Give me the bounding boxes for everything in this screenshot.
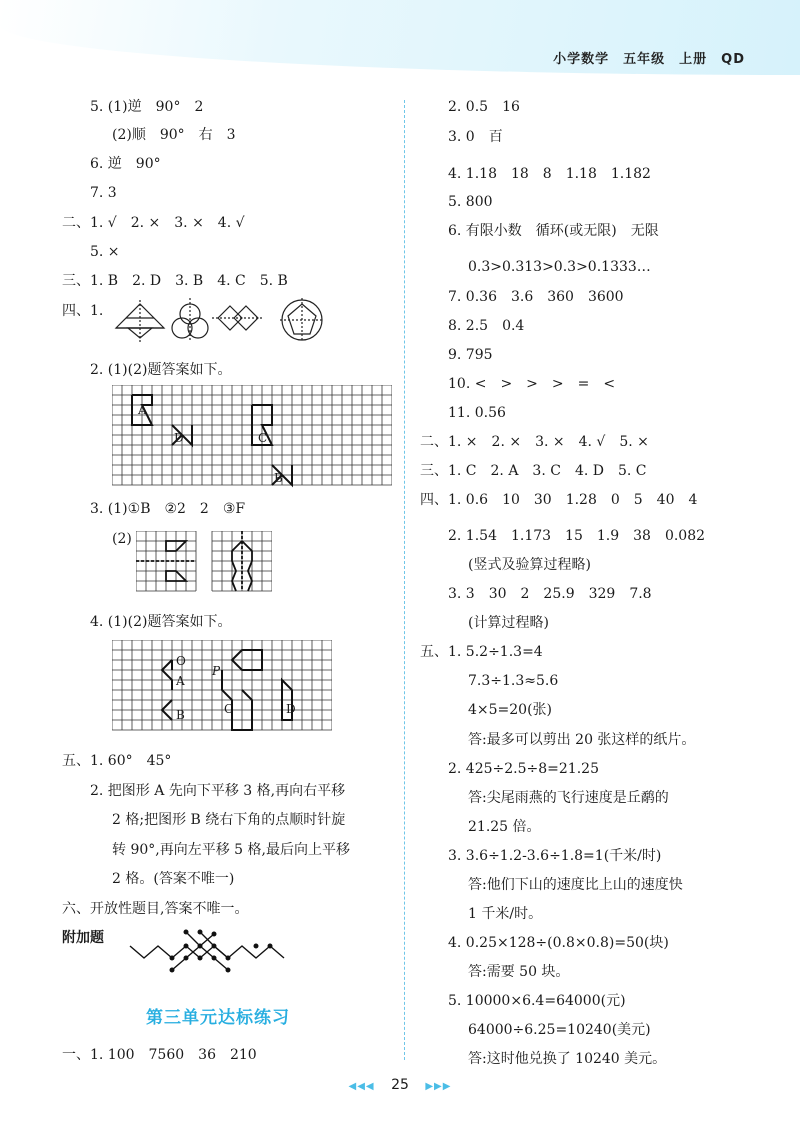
- answer-line: 答:他们下山的速度比上山的速度快: [468, 877, 683, 893]
- answer-line: 7. 3: [90, 185, 117, 201]
- answer-line: 答:需要 50 块。: [468, 964, 570, 980]
- answer-line: (2)顺 90° 右 3: [112, 127, 236, 143]
- bonus-label: 附加题: [62, 930, 104, 946]
- grid-label: B: [274, 471, 283, 485]
- answer-line: 四、1.: [62, 303, 104, 319]
- section-title: 第三单元达标练习: [146, 1008, 290, 1028]
- answer-line: 2 格;把图形 B 绕右下角的点顺时针旋: [112, 812, 346, 828]
- grid-label: A: [176, 674, 185, 688]
- answer-line: 4. 0.25×128÷(0.8×0.8)=50(块): [448, 935, 669, 951]
- answer-line: (竖式及验算过程略): [468, 557, 591, 573]
- grid-label: O: [176, 654, 186, 668]
- answer-line: 8. 2.5 0.4: [448, 318, 525, 334]
- answer-line: 7.3÷1.3≈5.6: [468, 673, 559, 689]
- answer-line: (计算过程略): [468, 615, 549, 631]
- answer-line: 4. 1.18 18 8 1.18 1.182: [448, 166, 651, 182]
- grid-label: D: [174, 431, 184, 445]
- answer-line: 5. ×: [90, 244, 120, 260]
- prev-arrows-icon: ◀◀◀: [348, 1081, 375, 1092]
- answer-line: 3. 3 30 2 25.9 329 7.8: [448, 586, 652, 602]
- answer-line: 二、1. × 2. × 3. × 4. √ 5. ×: [420, 434, 649, 450]
- page-header: [0, 0, 800, 75]
- zigzag-figure: [126, 926, 296, 978]
- next-arrows-icon: ▶▶▶: [425, 1081, 452, 1092]
- page-number: 25: [391, 1077, 409, 1093]
- answer-line: 答:尖尾雨燕的飞行速度是丘鹬的: [468, 790, 669, 806]
- grid-label: P: [212, 664, 221, 678]
- page-footer: [0, 1077, 800, 1093]
- answer-line: 二、1. √ 2. × 3. × 4. √: [62, 215, 245, 231]
- answer-line: 7. 0.36 3.6 360 3600: [448, 289, 624, 305]
- grid-label: D: [286, 702, 296, 716]
- answer-line: 2. 425÷2.5÷8=21.25: [448, 761, 599, 777]
- answer-line: 四、1. 0.6 10 30 1.28 0 5 40 4: [420, 492, 698, 508]
- answer-line: 2. 把图形 A 先向下平移 3 格,再向右平移: [90, 783, 346, 799]
- grid-figure-2: [136, 531, 272, 597]
- answer-line: 2. 0.5 16: [448, 99, 520, 115]
- answer-line: 6. 有限小数 循环(或无限) 无限: [448, 223, 659, 239]
- header-title: 小学数学 五年级 上册 QD: [553, 52, 745, 67]
- grid-label: C: [224, 702, 234, 716]
- answer-line: 0.3>0.313>0.3>0.1333…: [468, 259, 651, 275]
- grid-figure-1: [112, 385, 392, 491]
- grid-label: C: [258, 431, 268, 445]
- answer-line: 答:最多可以剪出 20 张这样的纸片。: [468, 732, 696, 748]
- answer-line: 3. (1)①B ②2 2 ③F: [90, 501, 246, 517]
- answer-line: 转 90°,再向左平移 5 格,最后向上平移: [112, 842, 350, 858]
- answer-line: 六、开放性题目,答案不唯一。: [62, 901, 249, 917]
- answer-line: 五、1. 5.2÷1.3=4: [420, 644, 543, 660]
- grid-figure-3: [112, 640, 332, 734]
- answer-line: 1 千米/时。: [468, 906, 543, 922]
- answer-line: 2. (1)(2)题答案如下。: [90, 362, 232, 378]
- answer-line: 2 格。(答案不唯一): [112, 871, 235, 887]
- answer-line: 答:这时他兑换了 10240 美元。: [468, 1051, 667, 1067]
- column-divider: [404, 100, 405, 1060]
- answer-line: 3. 0 百: [448, 129, 503, 145]
- grid-label: A: [138, 403, 147, 417]
- answer-line: 9. 795: [448, 347, 493, 363]
- answer-line: (2): [112, 531, 132, 547]
- answer-line: 一、1. 100 7560 36 210: [62, 1047, 257, 1063]
- answer-line: 5. 800: [448, 194, 493, 210]
- answer-line: 4×5=20(张): [468, 702, 553, 718]
- grid-label: B: [176, 708, 185, 722]
- answer-line: 5. 10000×6.4=64000(元): [448, 993, 626, 1009]
- answer-line: 21.25 倍。: [468, 819, 541, 835]
- answer-line: 5. (1)逆 90° 2: [90, 99, 204, 115]
- answer-line: 4. (1)(2)题答案如下。: [90, 614, 232, 630]
- answer-line: 64000÷6.25=10240(美元): [468, 1022, 651, 1038]
- answer-line: 3. 3.6÷1.2-3.6÷1.8=1(千米/时): [448, 848, 662, 864]
- answer-line: 11. 0.56: [448, 405, 506, 421]
- answer-line: 10. < > > > = <: [448, 376, 616, 392]
- answer-line: 五、1. 60° 45°: [62, 753, 172, 769]
- symmetry-figures: [112, 296, 332, 346]
- answer-line: 三、1. C 2. A 3. C 4. D 5. C: [420, 463, 647, 479]
- answer-line: 三、1. B 2. D 3. B 4. C 5. B: [62, 273, 288, 289]
- answer-line: 2. 1.54 1.173 15 1.9 38 0.082: [448, 528, 706, 544]
- answer-line: 6. 逆 90°: [90, 156, 161, 172]
